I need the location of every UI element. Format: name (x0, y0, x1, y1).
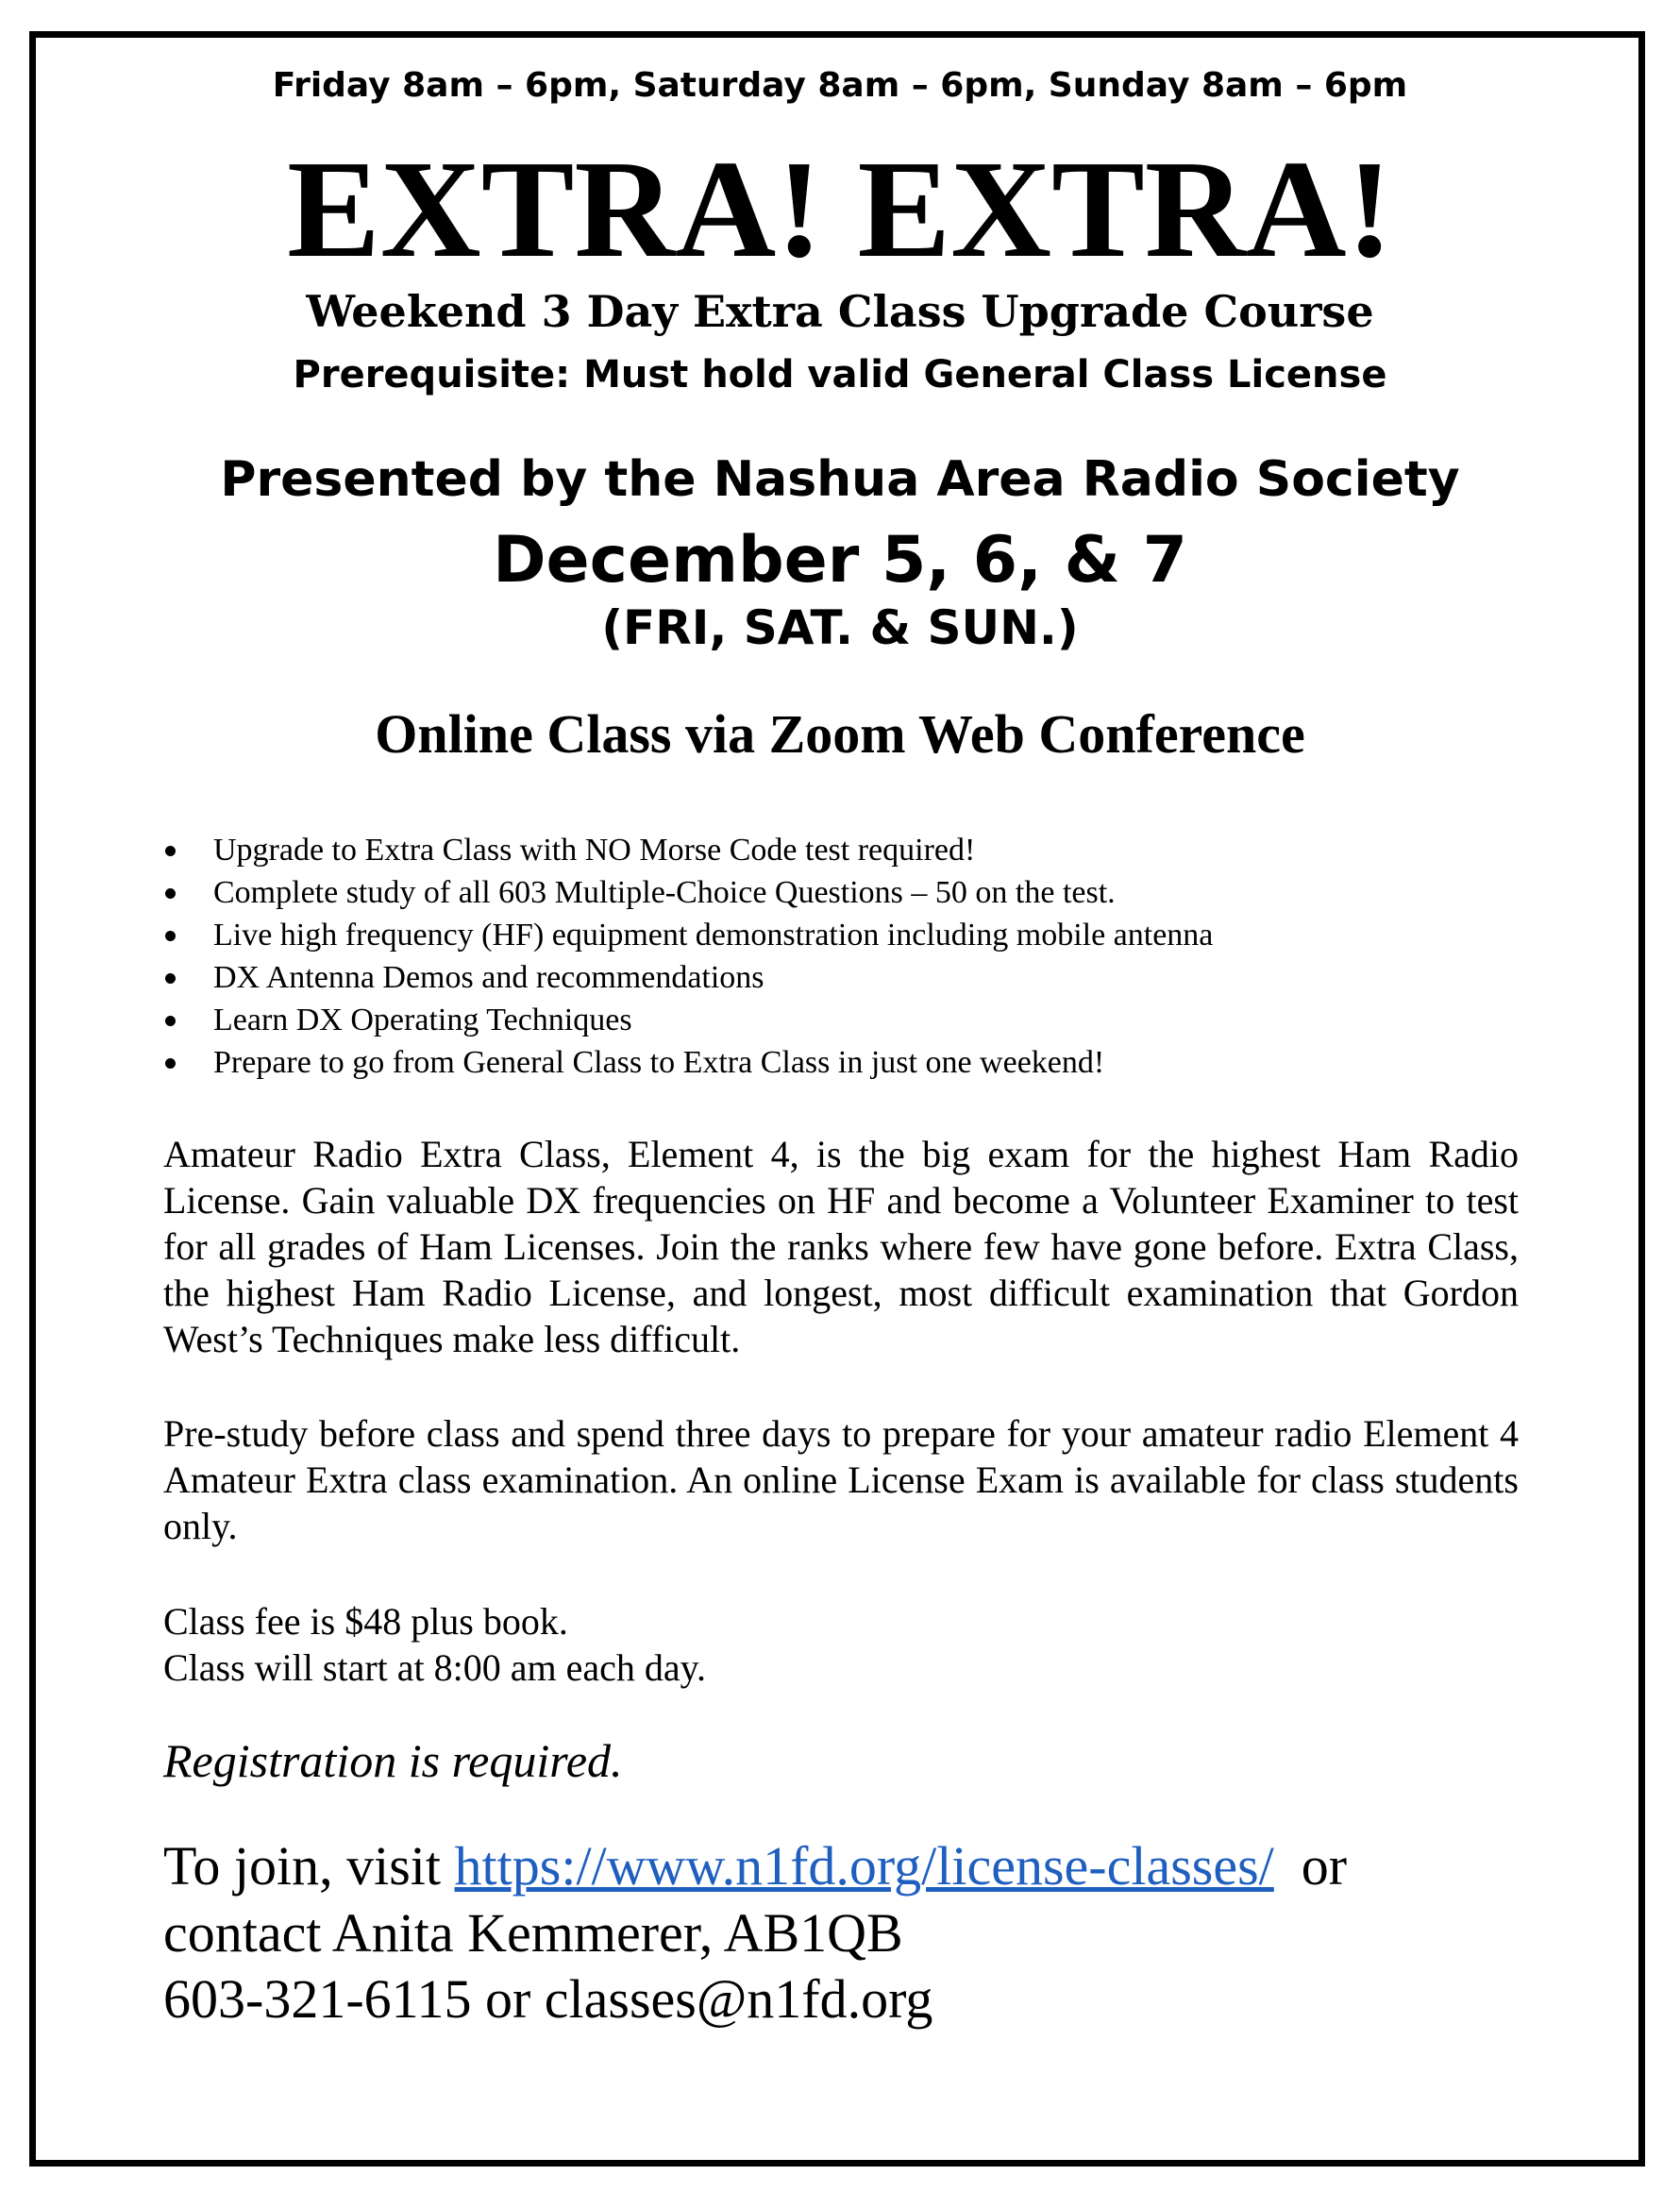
feature-text: Live high frequency (HF) equipment demonstration including mobile antenna (213, 918, 1214, 953)
prestudy-paragraph: Pre-study before class and spend three days to prepare for your amateur radio Element 4 Amateur Extra class examination. An online License Exam is available for class students only. (163, 1412, 1519, 1547)
bullet-icon (165, 1058, 176, 1069)
course-dates: December 5, 6, & 7 (493, 523, 1187, 598)
join-suffix: or (1301, 1835, 1348, 1897)
feature-item (156, 871, 1524, 914)
registration-link[interactable]: https://www.n1fd.org/license-classes/ (454, 1835, 1274, 1897)
feature-item (156, 999, 1524, 1041)
online-class: Online Class via Zoom Web Conference (375, 703, 1305, 765)
headline: EXTRA! EXTRA! (287, 132, 1393, 287)
class-fee: Class fee is $48 plus book. (163, 1600, 568, 1643)
contact-info: 603-321-6115 or classes@n1fd.org (163, 1968, 933, 2030)
class-start-time: Class will start at 8:00 am each day. (163, 1646, 707, 1689)
bullet-icon (165, 1016, 176, 1026)
join-line (163, 1834, 1347, 1897)
bullet-icon (165, 888, 176, 899)
feature-item (156, 1041, 1524, 1084)
feature-item (156, 914, 1524, 956)
feature-item (156, 829, 1524, 871)
course-title: Weekend 3 Day Extra Class Upgrade Course (306, 286, 1374, 337)
bullet-icon (165, 846, 176, 856)
prerequisite: Prerequisite: Must hold valid General Class License (293, 353, 1387, 396)
bullet-icon (165, 931, 176, 941)
course-days: (FRI, SAT. & SUN.) (601, 600, 1079, 655)
feature-text: Prepare to go from General Class to Extra Class in just one weekend! (213, 1045, 1105, 1080)
join-prefix: To join, visit (163, 1835, 442, 1897)
feature-item (156, 956, 1524, 999)
contact-name: contact Anita Kemmerer, AB1QB (163, 1902, 903, 1964)
bullet-icon (165, 973, 176, 984)
features-list (156, 829, 1524, 1084)
feature-text: Upgrade to Extra Class with NO Morse Code test required! (213, 833, 976, 868)
feature-text: DX Antenna Demos and recommendations (213, 960, 764, 995)
registration-notice: Registration is required. (163, 1734, 623, 1787)
feature-text: Learn DX Operating Techniques (213, 1003, 632, 1037)
schedule-hours: Friday 8am – 6pm, Saturday 8am – 6pm, Sunday 8am – 6pm (272, 66, 1408, 105)
description-paragraph: Amateur Radio Extra Class, Element 4, is the big exam for the highest Ham Radio License. Gain valuable DX frequencies on HF and become a Volunteer Examiner to test for all grades of Ham Licenses. Join the ranks where few have gone before. Extra Class, the highest Ham Radio License, and longest, most difficult examination that Gordon West’s Techniques make less difficult. (163, 1133, 1519, 1360)
presenter: Presented by the Nashua Area Radio Society (220, 451, 1460, 508)
feature-text: Complete study of all 603 Multiple-Choice Questions – 50 on the test. (213, 875, 1116, 910)
